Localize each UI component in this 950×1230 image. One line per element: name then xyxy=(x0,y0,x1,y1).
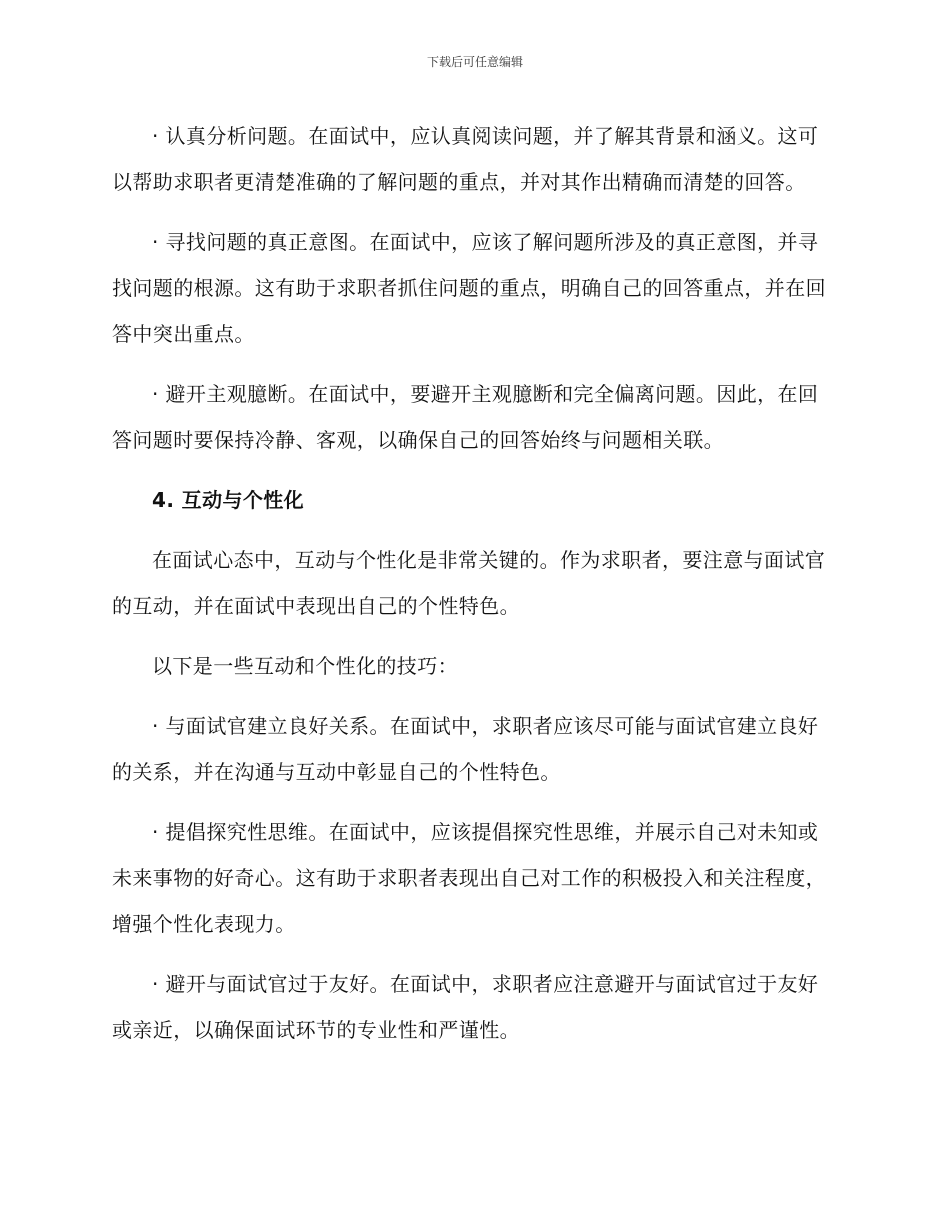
paragraph-analyze-question: · 认真分析问题。在面试中，应认真阅读问题，并了解其背景和涵义。这可以帮助求职者更清楚准确的了解问题的重点，并对其作出精确而清楚的回答。 xyxy=(112,124,819,194)
paragraph-interaction-intro: 在面试心态中，互动与个性化是非常关键的。作为求职者，要注意与面试官的互动，并在面试中表现出自己的个性特色。 xyxy=(112,548,826,618)
paragraph-exploratory-thinking: · 提倡探究性思维。在面试中，应该提倡探究性思维，并展示自己对未知或未来事物的好奇心。这有助于求职者表现出自己对工作的积极投入和关注程度，增强个性化表现力。 xyxy=(112,820,826,936)
paragraph-avoid-assumption: · 避开主观臆断。在面试中，要避开主观臆断和完全偏离问题。因此，在回答问题时要保持冷静、客观，以确保自己的回答始终与问题相关联。 xyxy=(112,382,819,452)
paragraph-avoid-overfriendly: · 避开与面试官过于友好。在面试中，求职者应注意避开与面试官过于友好或亲近，以确保面试环节的专业性和严谨性。 xyxy=(112,972,819,1042)
paragraph-find-intent: · 寻找问题的真正意图。在面试中，应该了解问题所涉及的真正意图，并寻找问题的根源。这有助于求职者抓住问题的重点，明确自己的回答重点，并在回答中突出重点。 xyxy=(112,230,826,346)
page-header: 下载后可任意编辑 xyxy=(426,55,523,69)
section-heading-interaction: 4. 互动与个性化 xyxy=(152,488,305,512)
document-body xyxy=(112,113,834,1067)
paragraph-build-relationship: · 与面试官建立良好关系。在面试中，求职者应该尽可能与面试官建立良好的关系，并在沟通与互动中彰显自己的个性特色。 xyxy=(112,714,819,784)
paragraph-tips-intro: 以下是一些互动和个性化的技巧： xyxy=(152,654,458,678)
